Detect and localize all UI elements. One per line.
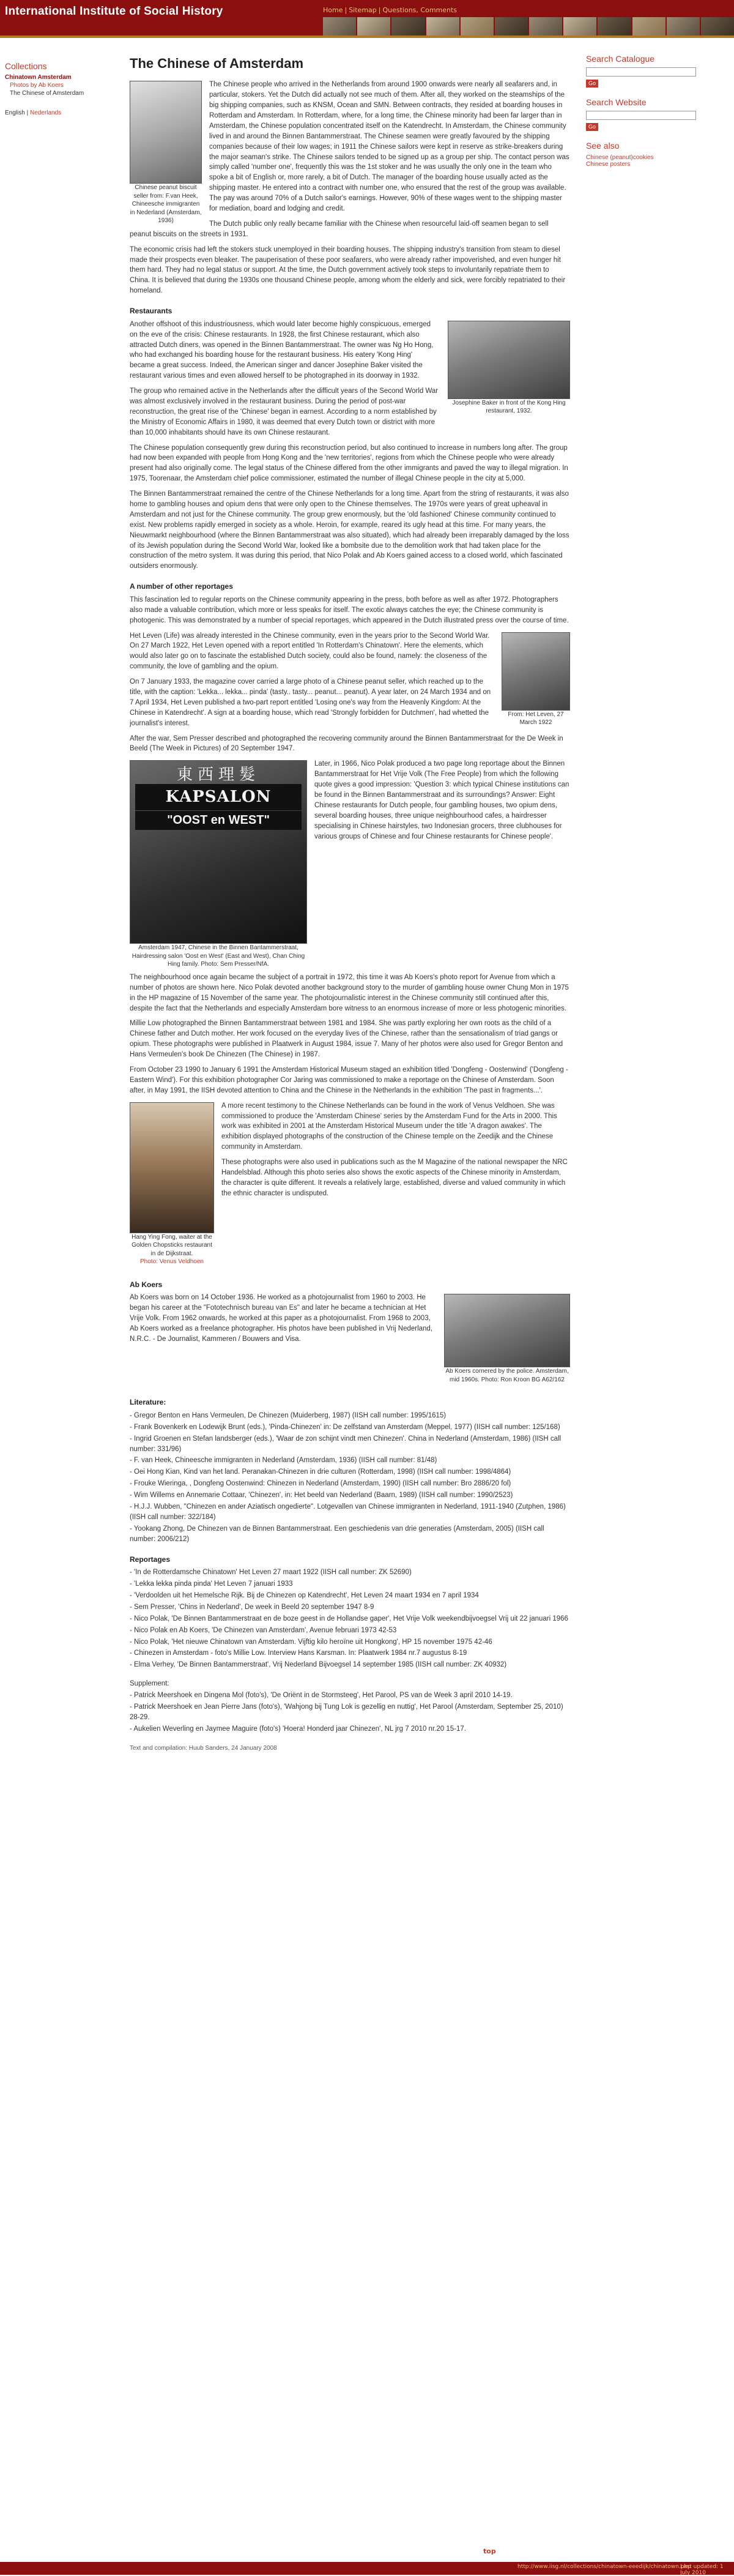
paragraph: From October 23 1990 to January 6 1991 the Amsterdam Historical Museum staged an exhibition titled 'Dongfeng - Oostenwind' ('Dongfeng - Eastern Wind'). For this exhibition photographer Cor Jaring was commissioned to make a reportage on the Chinese of Amsterdam. Soon after, in May 1991, the IISH devoted attention to China and the Chinese in the Netherlands in the exhibition 'The past in fragments...'. [130,1066,568,1094]
section-heading-ab-koers: Ab Koers [130,1280,163,1289]
site-title[interactable]: International Institute of Social History [5,5,223,18]
section-heading-literature: Literature: [130,1398,166,1407]
figure-josephine-baker [448,321,570,416]
literature-list [130,1411,570,1545]
list-item: - Elma Verhey, 'De Binnen Bantammerstraat', Vrij Nederland Bijvoegsel 14 september 1985 (IISH call number: ZK 40932) [130,1661,507,1669]
footer-last-updated: Last updated: 1 July 2010 [680,2564,724,2576]
chinese-sign: 東西理髮 [176,766,260,785]
header-photo [563,17,596,35]
paragraph: Ab Koers was born on 14 October 1936. He worked as a photojournalist from 1960 to 2003. He began his career at the "Fototechnisch bureau van Es" and later he became a technician at Het Vrije Volk. From 1962 onwards, he worked at this paper as a photojournalist. From 1968 to 2003, Ab Koers worked as a freelance photographer. His photos have been published in Vrij Nederland, N.R.C. - De Journalist, Kammeren / Bouwers and Visa. [130,1294,433,1343]
compilation-note: Text and compilation: Huub Sanders, 24 January 2008 [130,1744,277,1752]
section-heading-reportages-list: Reportages [130,1555,171,1564]
top-link-home[interactable]: Home [323,6,343,14]
list-item: - Aukelien Weverling en Jaymee Maguire (foto's) 'Hoera! Honderd jaar Chinezen', NL jrg 7 2010 nr.20 15-17. [130,1725,466,1733]
list-item: - F. van Heek, Chineesche immigranten in Nederland (Amsterdam, 1936) (IISH call number: 81/48) [130,1457,437,1465]
paragraph: The Dutch public only really became familiar with the Chinese when resourceful laid-off seamen began to sell peanut biscuits on the streets in 1931. [130,220,549,238]
website-search-input[interactable] [586,111,696,120]
back-to-top-link[interactable]: top [483,2547,496,2555]
kapsalon-sign: KAPSALON [135,784,302,810]
figure-waiter [130,1102,214,1266]
reportages-list [130,1567,570,1670]
link-separator: | [344,6,347,14]
list-item: - Yookang Zhong, De Chinezen van de Binnen Bantammerstraat. Een geschiedenis van drie generaties (Amsterdam, 2005) (IISH call number: 2006/212) [130,1525,544,1543]
paragraph: The neighbourhood once again became the subject of a portrait in 1972, this time it was Ab Koers's photo report for Avenue from which a number of photos are shown here. Nico Polak devoted another background story to the murder of gambling house owner Chung Mon in 1975 in the HP magazine of 15 November of the same year. The photojournalistic interest in the Chinese community still continued after this, despite the fact that the Netherlands and especially Amsterdam bore witness to an enormous increase of more or less photogenic minorities. [130,973,569,1012]
list-item: - 'In de Rotterdamsche Chinatown' Het Leven 27 maart 1922 (IISH call number: ZK 52690) [130,1569,412,1577]
paragraph: The Chinese population consequently grew during this reconstruction period, but also continued to increase in numbers long after. The group had now been expanded with people from Hong Kong and the 'new territories', regions from which the Chinese people who were already present had also originally come. The legal status of the Chinese differed from the other immigrants and paved the way to illegal migration. In 1975, Toorenaar, the Amsterdam chief police commissioner, estimated the number of illegal Chinese people in the city at 5,000. [130,444,568,483]
main-content [130,54,570,1753]
photo-josephine-baker [448,321,570,399]
figure-koers-police [444,1294,570,1384]
header-photo [632,17,665,35]
header-photo [598,17,631,35]
language-switch [5,110,97,116]
right-sidebar [586,54,728,168]
paragraph: After the war, Sem Presser described and photographed the recovering community around the Binnen Bantammerstraat for the De Week in Beeld (The Week in Pictures) of 20 September 1947. [130,734,563,753]
sidebar-item-chinatown[interactable]: Chinatown Amsterdam [5,74,72,81]
supplement-heading: Supplement: [130,1680,169,1688]
list-item: - H.J.J. Wubben, "Chinezen en ander Aziatisch ongedierte". Lotgevallen van Chinese immigranten in Nederland, 1911-1940 (Zutphen, 1986) (IISH call number: 322/184) [130,1503,566,1521]
section-heading-reportages: A number of other reportages [130,582,233,591]
supplement-list [130,1690,570,1734]
figure-caption: Chinese peanut biscuit seller from: F.van Heek, Chineesche immigranten in Nederland (Amsterdam, 1936) [130,184,202,225]
paragraph: On 7 January 1933, the magazine cover carried a large photo of a Chinese peanut seller, which reached up to the title, with the caption: 'Lekka... lekka... pinda' (tasty.. tasty... peanut... peanut). A year later, on 24 March 1934 and on 7 April 1934, Het Leven published a two-part report entitled 'Losing one's way from the Heavenly Kingdom: At the Chinese in Katendrecht'. A sign at a boarding house, which read 'Strongly forbidden for Dutchmen', had whetted the journalist's interest. [130,678,491,727]
search-catalogue-title: Search Catalogue [586,54,655,64]
sidebar-section-title[interactable]: Collections [5,61,47,71]
list-item: - Patrick Meershoek en Dingena Mol (foto's), 'De Oriënt in de Stormsteeg', Het Parool, PS van de Week 3 april 2010 14-19. [130,1692,513,1700]
paragraph: This fascination led to regular reports on the Chinese community appearing in the press, both before as well as after 1972. Photographers also made a valuable contribution, which more or less speaks for itself. The exotic always catches the eye; the Chinese community is photogenic. This was demonstrated by a number of special reportages, which appeared in the Dutch illustrated press over the course of time. [130,595,569,624]
figure-caption: Hang Ying Fong, waiter at the Golden Chopsticks restaurant in de Dijkstraat. [132,1233,212,1257]
lang-separator: | [26,110,29,116]
lang-english: English [5,110,25,116]
header-photo [495,17,528,35]
list-item: - Ingrid Groenen en Stefan landsberger (eds.), 'Waar de zon schijnt vindt men Chinezen'. China in Nederland (Amsterdam, 1986) (IISH call number: 331/96) [130,1435,562,1453]
header-photo [667,17,700,35]
figure-credit[interactable]: Photo: Venus Veldhoen [140,1258,204,1266]
header-photo [529,17,562,35]
list-item: - Patrick Meershoek en Jean Pierre Jans (foto's), 'Wahjong bij Tung Lok is gezellig en nuttig', Het Parool (Amsterdam, September 25, 2010) 28-29. [130,1703,563,1721]
header-photo-strip [323,17,734,35]
list-item: - Nico Polak en Ab Koers, 'De Chinezen van Amsterdam', Avenue februari 1973 42-53 [130,1626,397,1634]
sidebar-item-photos-koers[interactable]: Photos by Ab Koers [10,82,64,89]
figure-caption: Amsterdam 1947, Chinese in the Binnen Bantammerstraat, Hairdressing salon 'Oost en West' (East and West), Chan Ching Hing family. Photo: Sem Presser/NfA. [132,944,305,968]
search-website-title: Search Website [586,97,647,107]
photo-het-leven-cover [502,632,570,711]
see-also-posters-link[interactable]: Chinese posters [586,161,631,168]
list-item: - Frank Bovenkerk en Lodewijk Brunt (eds.), 'Pinda-Chinezen' in: De zelfstand van Amsterdam (Meppel, 1977) (IISH call number: 125/168) [130,1423,560,1431]
photo-waiter [130,1102,214,1233]
list-item: - Wim Willems en Annemarie Cottaar, 'Chinezen', in: Het beeld van Nederland (Baarn, 1989) (IISH call number: 1990/2523) [130,1491,513,1499]
paragraph: The Chinese people who arrived in the Netherlands from around 1900 onwards were nearly all seafarers and, in particular, stokers. Yet the Dutch did actually not see much of them. After all, they worked on the steamships of the big shipping companies, such as KNSM, Ocean and SMN. Between contracts, they resided at boarding houses in Rotterdam and Amsterdam. In Rotterdam, where, for a long time, the Chinese minority had been far larger than in Amsterdam, the Chinese population concentrated itself on the Katendrecht. In Amsterdam, the Chinese community lived in and around the Binnen Bantammerstraat. The Chinese seamen were greatly favoured by the shipping companies because of their low wages; in 1911 the Chinese sailors were kept in reserve as strike-breakers during the major seaman's strike. The Chinese sailors tended to be signed up as a group per ship. The contact person was simply called 'number one', frequently this was the 1st stoker and he was usually the only one in the team who spoke a bit of English or, more rarely, a bit of Dutch. The manager of the boarding house usually acted as the shipping master. He entered into a contract with number one, who ensured that the rest of the group was available. The pay was around 70% of a Dutch sailor's earnings. However, 90% of these wages went to the shipping master for mediation, board and lodging and credit. [209,81,569,213]
site-header [0,0,734,38]
header-photo [323,17,356,35]
paragraph: Millie Low photographed the Binnen Bantammerstraat between 1981 and 1984. She was partly exploring her own roots as the child of a Chinese father and Dutch mother. Her work focused on the everyday lives of the Chinese, rather than the sensationalism of triad gangs or opium. These photographs were published in Plaatwerk in August 1984, issue 7. Many of her photos were also used for Gregor Benton and Hans Vermeulen's book De Chinezen (The Chinese) in 1987. [130,1020,563,1059]
figure-caption: From: Het Leven, 27 March 1922 [508,711,564,726]
sidebar-item-chinese-amsterdam[interactable]: The Chinese of Amsterdam [10,90,84,97]
header-photo [426,17,459,35]
header-photo [461,17,494,35]
left-sidebar [5,61,97,116]
top-link-sitemap[interactable]: Sitemap [349,6,377,14]
paragraph: The Binnen Bantammerstraat remained the centre of the Chinese Netherlands for a long time. Apart from the string of restaurants, it was also home to gambling houses and opium dens that were only open to the Chinese themselves. The 1970s were years of great upheaval in Amsterdam and not just for the Chinese community. The group grew enormously, but the 'old fashioned' Chinese community continued to exist. New problems rapidly emerged in society as a whole. Heroin, for example, reared its ugly head at this time. For many years, the Nieuwmarkt neighbourhood (where the Binnen Bantammerstraat was also situated), which had already been irreparably damaged by the loss of its Jewish population during the Second World War, looked like a bombsite due to the demolition work that had taken place for the construction of the metro system. It was during this period, that Nico Polak and Ab Koers gained access to a closed world, which fascinated outsiders enormously. [130,490,569,570]
list-item: - Chinezen in Amsterdam - foto's Millie Low. Interview Hans Karsman. In: Plaatwerk 1984 nr.7 augustus 8-19 [130,1649,467,1657]
list-item: - Sem Presser, 'Chins in Nederland', De week in Beeld 20 september 1947 8-9 [130,1603,374,1611]
website-go-button[interactable]: Go [586,123,598,131]
paragraph: The economic crisis had left the stokers stuck unemployed in their boarding houses. The shipping industry's transition from steam to diesel made their prospects even bleaker. The pauperisation of these poor seafarers, who were already rather impoverished, and even hunger hit them hard. They had no legal status or support. At the time, the Dutch government actively took steps to involuntarily repatriate them to China. It is believed that during the 1930s one thousand Chinese people, among whom the elderly and sick, were forcibly repatriated to their homeland. [130,245,566,295]
figure-peanut-seller [130,81,202,225]
paragraph: These photographs were also used in publications such as the M Magazine of the national newspaper the NRC Handelsblad. Although this photo series also shows the exotic aspects of the Chinese minority in Amsterdam, the character is quite different. It reveals a relatively large, established, diverse and valued community in which the ethnic character is undisputed. [221,1159,568,1197]
top-link-questions[interactable]: Questions, Comments [382,6,458,14]
paragraph: Later, in 1966, Nico Polak produced a two page long reportage about the Binnen Bantammerstraat for Het Vrije Volk (The Free People) from which the following quote gives a good impression: 'Question 3: which typical Chinese institutions can be found in the Binnen Bantammerstraat and its surroundings? Answer: Eight Chinese restaurants for Dutch people, four gambling houses, two opium dens, several boarding houses, three unique neighbourhood cafes, a hairdresser specialising in Chinese hairstyles, two Indonesian grocers, three clubhouses for various groups of Chinese and four Chinese restaurants for Chinese people'. [314,760,569,840]
list-item: - Gregor Benton en Hans Vermeulen, De Chinezen (Muiderberg, 1987) (IISH call number: 1995/1615) [130,1411,447,1419]
figure-het-leven [502,632,570,727]
section-heading-restaurants: Restaurants [130,307,172,316]
list-item: - Frouke Wieringa, , Dongfeng Oostenwind: Chinezen in Nederland (Amsterdam, 1990) (IISH call number: Bro 2886/20 fol) [130,1480,511,1488]
figure-kapsalon [130,760,307,969]
photo-kapsalon [130,760,307,944]
link-separator: | [378,6,381,14]
top-links [323,6,457,14]
see-also-cookies-link[interactable]: Chinese (peanut)cookies [586,154,654,161]
see-also-title: See also [586,141,620,151]
list-item: - 'Lekka lekka pinda pinda' Het Leven 7 januari 1933 [130,1580,293,1588]
catalogue-go-button[interactable]: Go [586,80,598,88]
list-item: - Nico Polak, 'Het nieuwe Chinatown van Amsterdam. Vijftig kilo heroïne uit Hongkong', HP 15 november 1975 42-46 [130,1638,492,1646]
header-photo [701,17,734,35]
paragraph: Het Leven (Life) was already interested in the Chinese community, even in the years prior to the Second World War. On 27 March 1922, Het Leven opened with a report entitled 'In Rotterdam's Chinatown'. Here the elements, which would also later go on to fascinate the established Dutch society, could also be found, namely: the closeness of the community, the love of gambling and the opium. [130,632,490,671]
catalogue-search-input[interactable] [586,67,696,77]
paragraph: The group who remained active in the Netherlands after the difficult years of the Second World War was almost exclusively involved in the restaurant business. During the period of post-war reconstruction, the great rise of the 'Chinese' began in earnest. According to a norm established by the Ministry of Economic Affairs in 1980, it was deemed that every Dutch town or district with more than 10,000 inhabitants should have its own Chinese restaurant. [130,387,439,436]
lang-dutch[interactable]: Nederlands [29,110,62,116]
footer-url: http://www.iisg.nl/collections/chinatown-eeedijk/chinatown.php [517,2564,691,2570]
list-item: - Nico Polak, 'De Binnen Bantammerstraat en de boze geest in de Hollandse gaper', Het Vrije Volk weekendbijvoegsel Vrij uit 22 januari 1966 [130,1615,568,1622]
header-photo [357,17,390,35]
page-title: The Chinese of Amsterdam [130,56,304,71]
paragraph: Another offshoot of this industriousness, which would later become highly conspicuous, emerged on the eve of the crisis: Chinese restaurants. In 1928, the first Chinese restaurant, which also attracted Dutch diners, was opened in the Binnen Bantammerstraat. The owner was Ng Ho Hong, who had exchanged his boarding house for the restaurant business. His eatery 'Kong Hing' became a great success. Indeed, the American singer and dancer Josephine Baker visited the restaurant various times and even allowed herself to be photographed in its doorway in 1932. [130,320,434,380]
photo-koers-police [444,1294,570,1367]
figure-caption: Josephine Baker in front of the Kong Hing restaurant, 1932. [452,399,566,415]
paragraph: A more recent testimony to the Chinese Netherlands can be found in the work of Venus Veldhoen. She was commissioned to produce the 'Amsterdam Chinese' series by the Amsterdam Fund for the Arts in 2000. This work was exhibited in 2001 at the Amsterdam Historical Museum under the title 'A dragon awakes'. The exhibition displayed photographs of the construction of the Chinese temple on the Zeedijk and the Chinese community in Amsterdam. [221,1102,557,1151]
list-item: - Oei Hong Kian, Kind van het land. Peranakan-Chinezen in drie culturen (Rotterdam, 1998) (IISH call number: 1998/4864) [130,1468,511,1476]
photo-peanut-seller [130,81,202,184]
oost-west-sign: "OOST en WEST" [135,811,302,830]
figure-caption: Ab Koers cornered by the police. Amsterdam, mid 1960s. Photo: Ron Kroon BG A62/162 [445,1368,569,1383]
header-photo [391,17,424,35]
list-item: - 'Verdoolden uit het Hemelsche Rijk. Bij de Chinezen op Katendrecht', Het Leven 24 maart 1934 en 7 april 1934 [130,1591,479,1599]
